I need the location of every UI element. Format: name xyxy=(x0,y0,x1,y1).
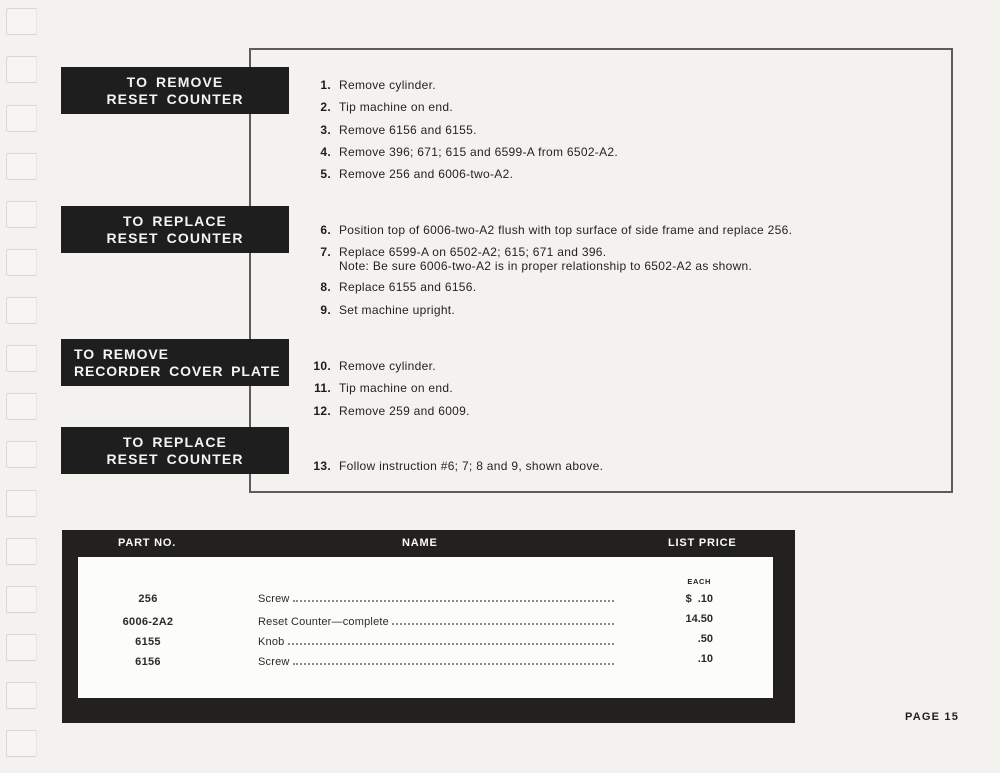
step-text: Remove cylinder. xyxy=(339,359,436,373)
binding-hole xyxy=(6,634,37,661)
step-3 xyxy=(305,123,477,137)
step-13 xyxy=(305,459,603,473)
step-number: 13. xyxy=(313,459,331,473)
name-cell: Screw xyxy=(258,593,620,605)
step-text: Set machine upright. xyxy=(339,303,456,317)
column-header-name: NAME xyxy=(402,537,438,549)
step-number: 12. xyxy=(313,404,331,418)
binding-hole xyxy=(6,345,37,372)
part-no-cell: 256 xyxy=(138,593,158,605)
step-number: 4. xyxy=(320,145,331,159)
step-number: 10. xyxy=(313,359,331,373)
step-text: Remove 396; 671; 615 and 6599-A from 6502-A2. xyxy=(339,145,619,159)
part-no-cell: 6156 xyxy=(135,656,161,668)
step-number: 8. xyxy=(320,280,331,294)
section-label-line: RESET COUNTER xyxy=(106,450,244,467)
table-header-row xyxy=(62,537,795,555)
step-2 xyxy=(305,100,453,114)
currency-symbol: $ xyxy=(685,593,692,605)
part-no-cell: 6006-2A2 xyxy=(122,616,174,628)
price-cell: 14.50 xyxy=(685,613,713,625)
step-11 xyxy=(305,381,453,395)
dotted-leader xyxy=(288,643,615,645)
parts-price-table xyxy=(62,530,795,723)
column-header-part-no: PART NO. xyxy=(118,537,177,549)
table-row xyxy=(78,593,773,609)
section-label-replace-reset-counter-2 xyxy=(62,428,288,473)
step-note: Note: Be sure 6006-two-A2 is in proper relationship to 6502-A2 as shown. xyxy=(339,259,753,273)
binding-hole xyxy=(6,682,37,709)
binding-hole xyxy=(6,153,37,180)
step-9 xyxy=(305,303,455,317)
page-number: PAGE 15 xyxy=(905,711,960,723)
step-8 xyxy=(305,280,476,294)
step-text: Remove cylinder. xyxy=(339,78,436,92)
step-text: Remove 259 and 6009. xyxy=(339,404,470,418)
binding-hole xyxy=(6,730,37,757)
table-row xyxy=(78,633,773,649)
step-text: Tip machine on end. xyxy=(339,100,453,114)
name-cell: Knob xyxy=(258,636,620,648)
section-label-remove-reset-counter xyxy=(62,68,288,113)
dotted-leader xyxy=(293,600,614,602)
step-number: 7. xyxy=(320,245,331,259)
each-label: EACH xyxy=(687,577,711,586)
section-label-line: TO REPLACE xyxy=(123,212,227,229)
name-cell: Screw xyxy=(258,656,620,668)
step-number: 1. xyxy=(320,78,331,92)
price-cell: .50 xyxy=(697,633,713,645)
section-label-line: RECORDER COVER PLATE xyxy=(74,362,281,379)
binding-hole xyxy=(6,393,37,420)
binding-hole xyxy=(6,249,37,276)
step-text: Replace 6599-A on 6502-A2; 615; 671 and 396. xyxy=(339,245,607,259)
step-number: 5. xyxy=(320,167,331,181)
section-label-line: RESET COUNTER xyxy=(106,229,244,246)
binding-hole xyxy=(6,56,37,83)
step-4 xyxy=(305,145,618,159)
table-body-panel xyxy=(78,557,773,698)
step-6 xyxy=(305,223,792,237)
step-text: Remove 256 and 6006-two-A2. xyxy=(339,167,514,181)
dotted-leader xyxy=(293,663,614,665)
step-1 xyxy=(305,78,436,92)
table-row xyxy=(78,653,773,669)
step-number: 9. xyxy=(320,303,331,317)
step-text: Follow instruction #6; 7; 8 and 9, shown above. xyxy=(339,459,604,473)
step-12 xyxy=(305,404,470,418)
part-no-cell: 6155 xyxy=(135,636,161,648)
binding-hole xyxy=(6,201,37,228)
step-7 xyxy=(305,245,752,273)
binding-hole xyxy=(6,8,37,35)
step-text: Replace 6155 and 6156. xyxy=(339,280,477,294)
column-header-list-price: LIST PRICE xyxy=(668,537,737,549)
price-cell: .10 xyxy=(697,653,713,665)
section-label-remove-recorder-cover-plate xyxy=(62,340,288,385)
step-text: Tip machine on end. xyxy=(339,381,453,395)
table-row xyxy=(78,613,773,629)
section-label-line: TO REPLACE xyxy=(123,433,227,450)
dotted-leader xyxy=(392,623,614,625)
step-text: Remove 6156 and 6155. xyxy=(339,123,477,137)
section-label-line: TO REMOVE xyxy=(126,73,224,90)
binding-hole xyxy=(6,490,37,517)
binding-hole xyxy=(6,538,37,565)
section-label-line: RESET COUNTER xyxy=(106,90,244,107)
step-number: 6. xyxy=(320,223,331,237)
step-number: 11. xyxy=(314,381,331,395)
section-label-line: TO REMOVE xyxy=(74,345,169,362)
binding-hole xyxy=(6,105,37,132)
step-5 xyxy=(305,167,513,181)
name-cell: Reset Counter—complete xyxy=(258,616,620,628)
section-label-replace-reset-counter xyxy=(62,207,288,252)
step-10 xyxy=(305,359,436,373)
binding-hole xyxy=(6,441,37,468)
step-number: 2. xyxy=(320,100,331,114)
step-text: Position top of 6006-two-A2 flush with top surface of side frame and replace 256. xyxy=(339,223,793,237)
binding-hole xyxy=(6,297,37,324)
binding-hole xyxy=(6,586,37,613)
step-number: 3. xyxy=(320,123,331,137)
price-cell: $ .10 xyxy=(685,593,713,605)
